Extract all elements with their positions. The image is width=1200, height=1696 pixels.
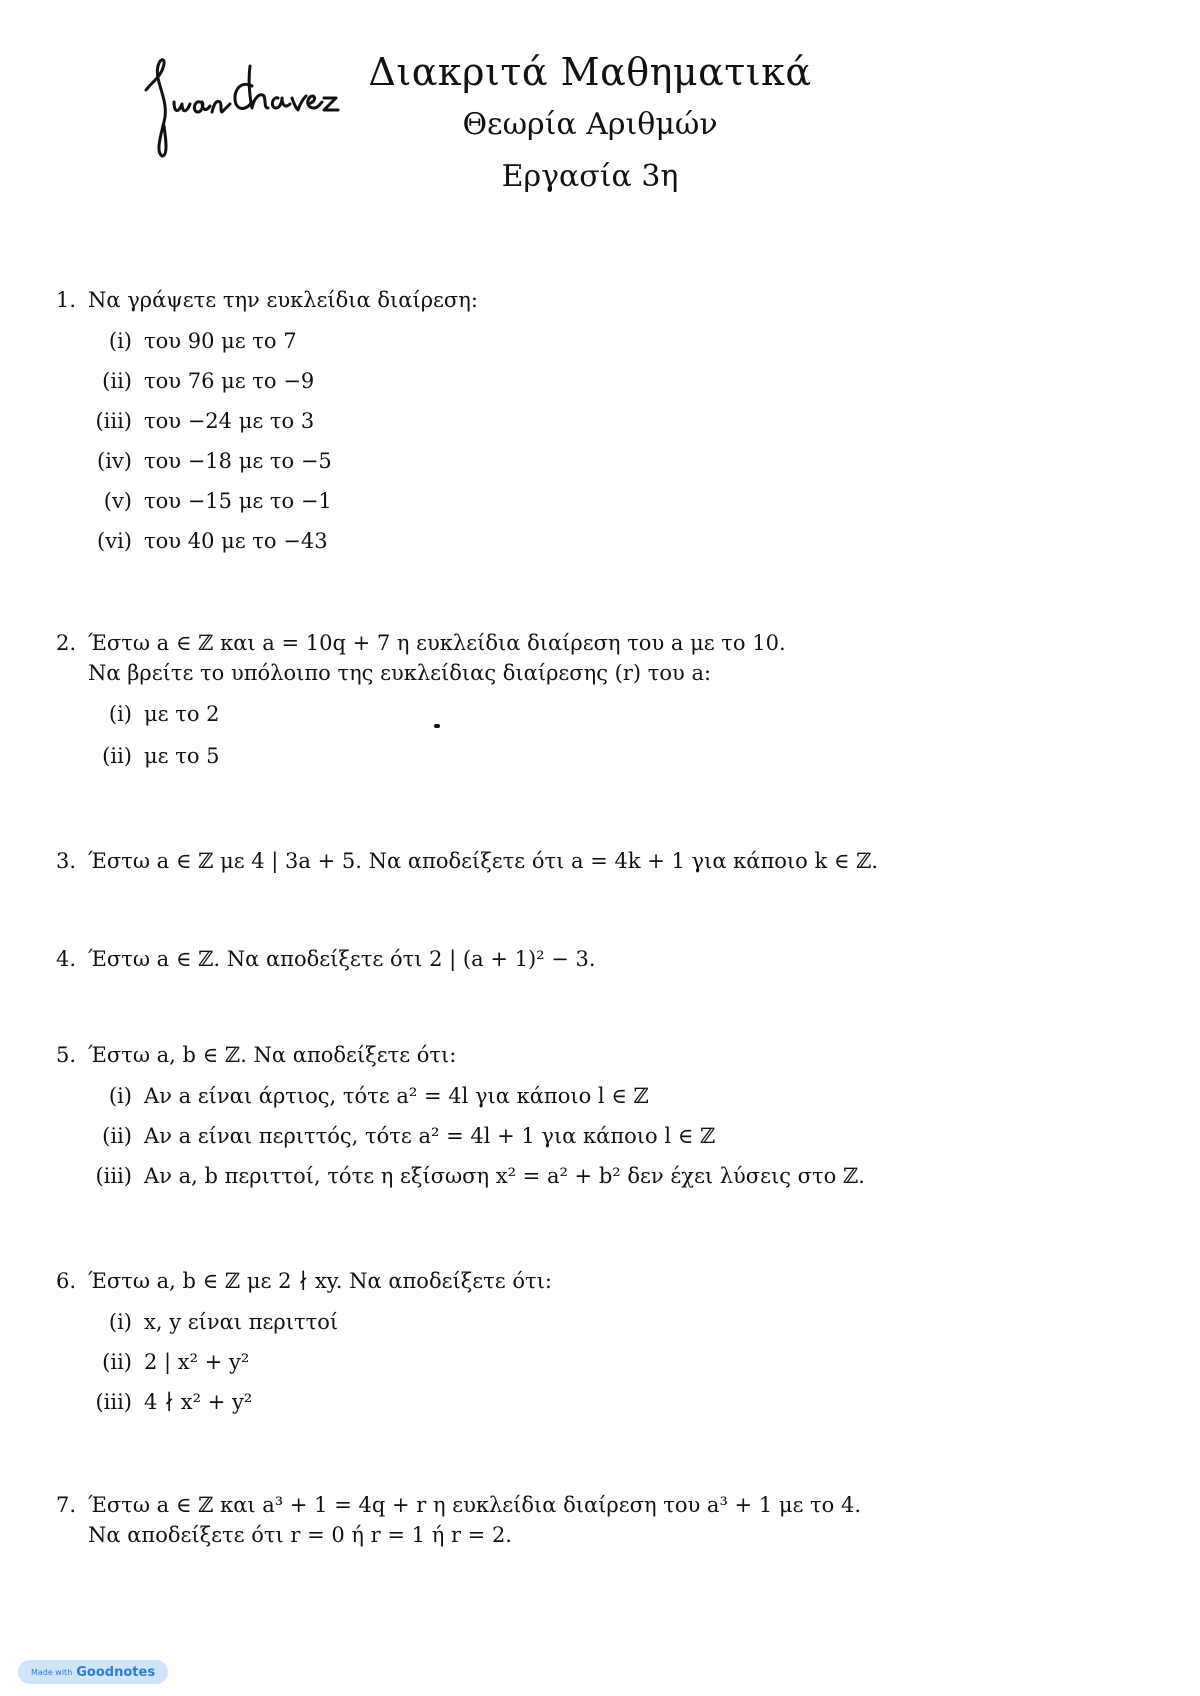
problem-number: 5. [56, 1043, 77, 1067]
list-item: (vi) του 40 με το −43 [97, 529, 328, 553]
list-item: (ii) Αν a είναι περιττός, τότε a² = 4l + 1 για κάποιο l ∈ ℤ [102, 1124, 716, 1148]
badge-brand: Goodnotes [76, 1664, 156, 1680]
problem-text: Να βρείτε το υπόλοιπο της ευκλείδιας διαίρεσης (r) του a: [88, 661, 712, 685]
list-item: (iii) Αν a, b περιττοί, τότε η εξίσωση x² = a² + b² δεν έχει λύσεις στο ℤ. [95, 1164, 865, 1188]
list-item: (ii) με το 5 [102, 744, 220, 768]
badge-prefix: Made with [30, 1667, 73, 1677]
problem-5 [56, 1040, 1136, 1204]
subitem-list [86, 1084, 1136, 1204]
problem-text: Έστω a, b ∈ ℤ με 2 ∤ xy. Να αποδείξετε ότι: [88, 1269, 552, 1293]
problem-4 [56, 944, 1136, 974]
problem-text: Έστω a ∈ ℤ και a = 10q + 7 η ευκλείδια διαίρεση του a με το 10. [88, 631, 786, 655]
course-subtitle: Θεωρία Αριθμών [462, 107, 718, 142]
problem-number: 2. [56, 631, 77, 655]
subitem-list [86, 1310, 1136, 1430]
problem-text: Έστω a, b ∈ ℤ. Να αποδείξετε ότι: [88, 1043, 457, 1067]
list-item: (i) Αν a είναι άρτιος, τότε a² = 4l για κάποιο l ∈ ℤ [108, 1084, 649, 1108]
problem-number: 3. [56, 849, 77, 873]
problem-3 [56, 846, 1136, 876]
signature [140, 52, 340, 162]
problem-1 [56, 285, 1136, 569]
problem-text: Έστω a ∈ ℤ και a³ + 1 = 4q + r η ευκλείδια διαίρεση του a³ + 1 με το 4. [88, 1493, 862, 1517]
problem-text: Έστω a ∈ ℤ. Να αποδείξετε ότι 2 | (a + 1)² − 3. [88, 947, 596, 971]
list-item: (iii) του −24 με το 3 [95, 409, 315, 433]
problem-text: Έστω a ∈ ℤ με 4 | 3a + 5. Να αποδείξετε ότι a = 4k + 1 για κάποιο k ∈ ℤ. [88, 849, 879, 873]
problem-6 [56, 1266, 1136, 1430]
problem-text: Να γράψετε την ευκλείδια διαίρεση: [88, 288, 478, 312]
list-item: (i) με το 2 [108, 702, 220, 726]
list-item: (ii) του 76 με το −9 [102, 369, 315, 393]
problem-number: 7. [56, 1493, 77, 1517]
problem-number: 4. [56, 947, 77, 971]
subitem-list [86, 329, 1136, 569]
list-item: (i) του 90 με το 7 [108, 329, 297, 353]
title-block [330, 48, 850, 200]
list-item: (ii) 2 | x² + y² [102, 1350, 250, 1374]
assignment-title: Εργασία 3η [501, 159, 679, 194]
ink-dot [434, 724, 440, 728]
problem-2 [56, 628, 1136, 784]
list-item: (i) x, y είναι περιττοί [108, 1310, 339, 1334]
list-item: (iv) του −18 με το −5 [97, 449, 332, 473]
list-item: (iii) 4 ∤ x² + y² [95, 1390, 253, 1414]
problem-7 [56, 1490, 1136, 1550]
subitem-list [86, 702, 1136, 784]
problem-number: 1. [56, 288, 77, 312]
course-title: Διακριτά Μαθηματικά [368, 50, 812, 94]
problem-text: Να αποδείξετε ότι r = 0 ή r = 1 ή r = 2. [88, 1523, 512, 1547]
problem-number: 6. [56, 1269, 77, 1293]
list-item: (v) του −15 με το −1 [103, 489, 332, 513]
made-with-goodnotes-badge [18, 1660, 168, 1684]
